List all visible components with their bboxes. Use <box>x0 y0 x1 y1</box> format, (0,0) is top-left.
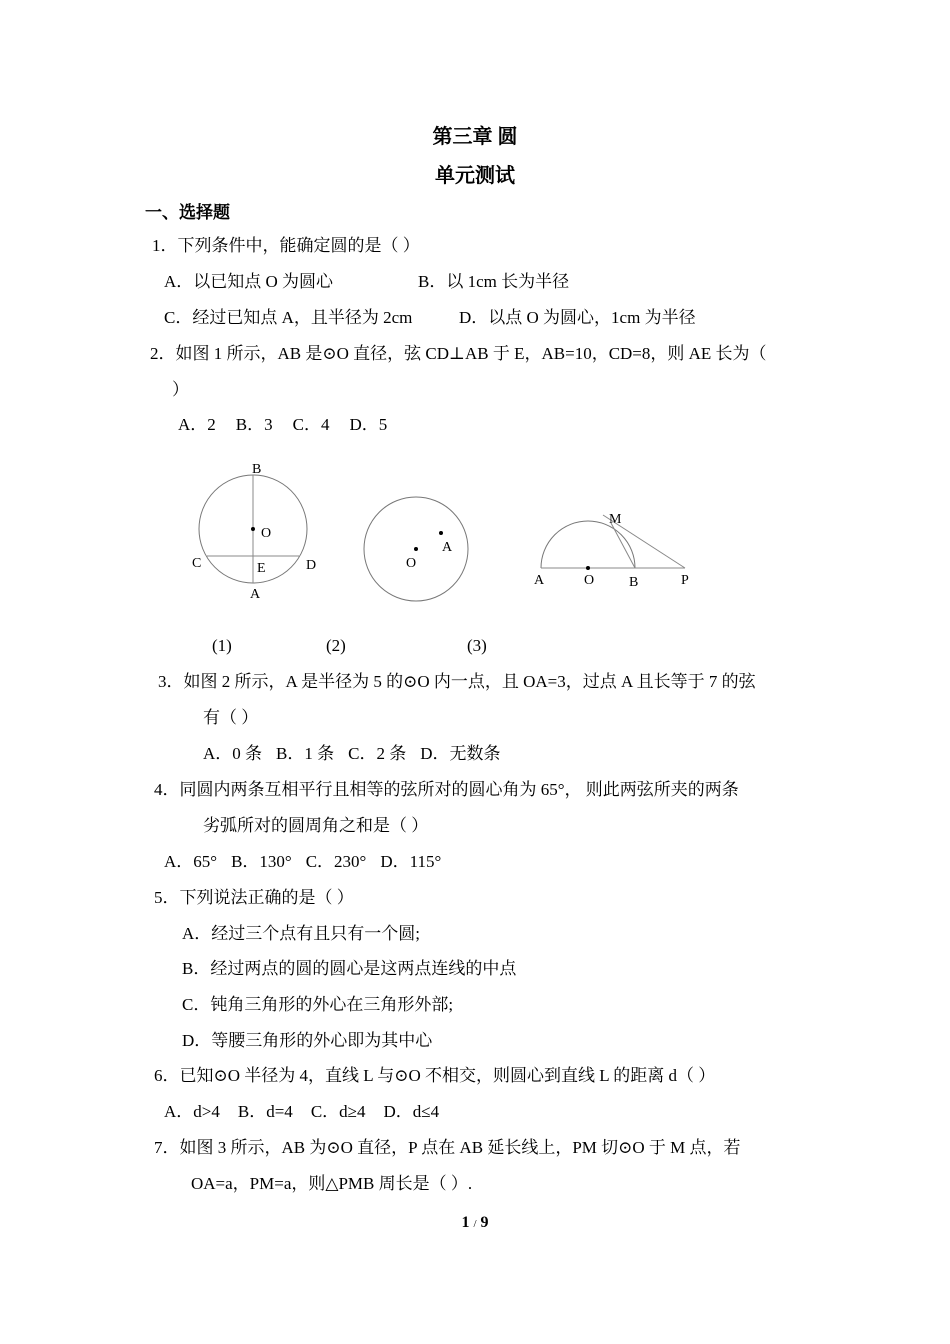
unit-test-subtitle: 单元测试 <box>435 165 515 187</box>
fig3-semicircle <box>541 521 635 568</box>
fig1-label-b: B <box>252 462 262 477</box>
q7-stem-line2: OA=a，PM=a，则△PMB 周长是（ ）. <box>191 1174 473 1193</box>
q2-option-c: C．4 <box>292 415 330 434</box>
q3-option-a: A．0 条 <box>203 744 263 763</box>
fig2-center-dot <box>414 547 418 551</box>
q6-options <box>164 1101 439 1123</box>
q6-option-c: C．d≥4 <box>310 1102 366 1121</box>
q1-option-c: C．经过已知点 A，且半径为 2cm <box>164 308 413 327</box>
fig3-center-dot <box>586 566 590 570</box>
q7-stem-line1: 7．如图 3 所示，AB 为⊙O 直径，P 点在 AB 延长线上，PM 切⊙O 于 M 点，若 <box>154 1138 741 1157</box>
q6-option-a: A．d>4 <box>164 1102 220 1121</box>
section-heading: 一、选择题 <box>145 203 230 222</box>
q5-option-d: D．等腰三角形的外心即为其中心 <box>182 1031 433 1050</box>
fig1-center-dot <box>251 527 255 531</box>
q1-option-a: A．以已知点 O 为圆心 <box>164 272 334 291</box>
q6-stem: 6．已知⊙O 半径为 4，直线 L 与⊙O 不相交，则圆心到直线 L 的距离 d（ ） <box>154 1066 716 1085</box>
q6-option-d: D．d≤4 <box>383 1102 440 1121</box>
q5-option-b: B．经过两点的圆的圆心是这两点连线的中点 <box>182 959 517 978</box>
q1-option-b: B．以 1cm 长为半径 <box>418 272 570 291</box>
q2-option-d: D．5 <box>349 415 388 434</box>
q4-stem-line2: 劣弧所对的圆周角之和是（ ） <box>203 816 429 835</box>
q3-option-d: D．无数条 <box>420 744 501 763</box>
q6-option-b: B．d=4 <box>237 1102 293 1121</box>
fig2-label-a: A <box>442 540 453 555</box>
q4-stem-line1: 4．同圆内两条互相平行且相等的弦所对的圆心角为 65°， 则此两弦所夹的两条 <box>154 780 739 799</box>
q1-stem: 1．下列条件中，能确定圆的是（ ） <box>152 236 420 255</box>
fig1-label-o: O <box>261 526 272 541</box>
q3-option-b: B．1 条 <box>276 744 335 763</box>
q4-option-d: D．115° <box>380 852 442 871</box>
q2-options <box>178 414 387 436</box>
figure-3 <box>534 512 689 590</box>
q4-option-b: B．130° <box>231 852 292 871</box>
q2-stem-line1: 2．如图 1 所示，AB 是⊙O 直径，弦 CD⊥AB 于 E，AB=10，CD=8，则 AE 长为（ <box>150 344 767 363</box>
fig3-label-a: A <box>534 573 545 588</box>
fig3-label-o: O <box>584 573 595 588</box>
page-number <box>0 1214 950 1232</box>
figure-2 <box>364 497 468 601</box>
fig3-segment-mb <box>611 523 635 568</box>
fig3-label-m: M <box>609 512 622 527</box>
q2-stem-line2: ） <box>172 380 189 399</box>
q5-option-c: C．钝角三角形的外心在三角形外部; <box>182 995 454 1014</box>
fig2-point-a-dot <box>439 531 443 535</box>
figure-2-caption: (2) <box>326 636 346 655</box>
chapter-title: 第三章 圆 <box>432 126 518 148</box>
page-total: 9 <box>480 1214 489 1231</box>
fig3-label-p: P <box>681 573 689 588</box>
fig3-label-b: B <box>629 575 639 590</box>
q4-option-a: A．65° <box>164 852 218 871</box>
q4-options <box>164 851 441 873</box>
q5-stem: 5．下列说法正确的是（ ） <box>154 888 354 907</box>
figures-area <box>0 455 950 635</box>
fig1-label-c: C <box>192 556 202 571</box>
q1-option-d: D．以点 O 为圆心，1cm 为半径 <box>459 308 696 327</box>
q3-option-c: C．2 条 <box>348 744 407 763</box>
q2-option-b: B．3 <box>235 415 273 434</box>
fig1-label-e: E <box>257 561 266 576</box>
fig1-label-a: A <box>250 587 261 602</box>
figure-1 <box>192 462 316 602</box>
figure-1-caption: (1) <box>212 636 232 655</box>
figure-3-caption: (3) <box>467 636 487 655</box>
q5-option-a: A．经过三个点有且只有一个圆; <box>182 924 420 943</box>
page-current: 1 <box>461 1214 470 1231</box>
q2-option-a: A．2 <box>178 415 216 434</box>
q3-options <box>203 743 501 765</box>
fig1-label-d: D <box>306 558 317 573</box>
q3-stem-line2: 有（ ） <box>203 708 259 727</box>
q4-option-c: C．230° <box>305 852 367 871</box>
page-separator: / <box>473 1218 477 1230</box>
fig2-label-o: O <box>406 556 417 571</box>
q3-stem-line1: 3．如图 2 所示，A 是半径为 5 的⊙O 内一点，且 OA=3，过点 A 且长等于 7 的弦 <box>158 672 756 691</box>
